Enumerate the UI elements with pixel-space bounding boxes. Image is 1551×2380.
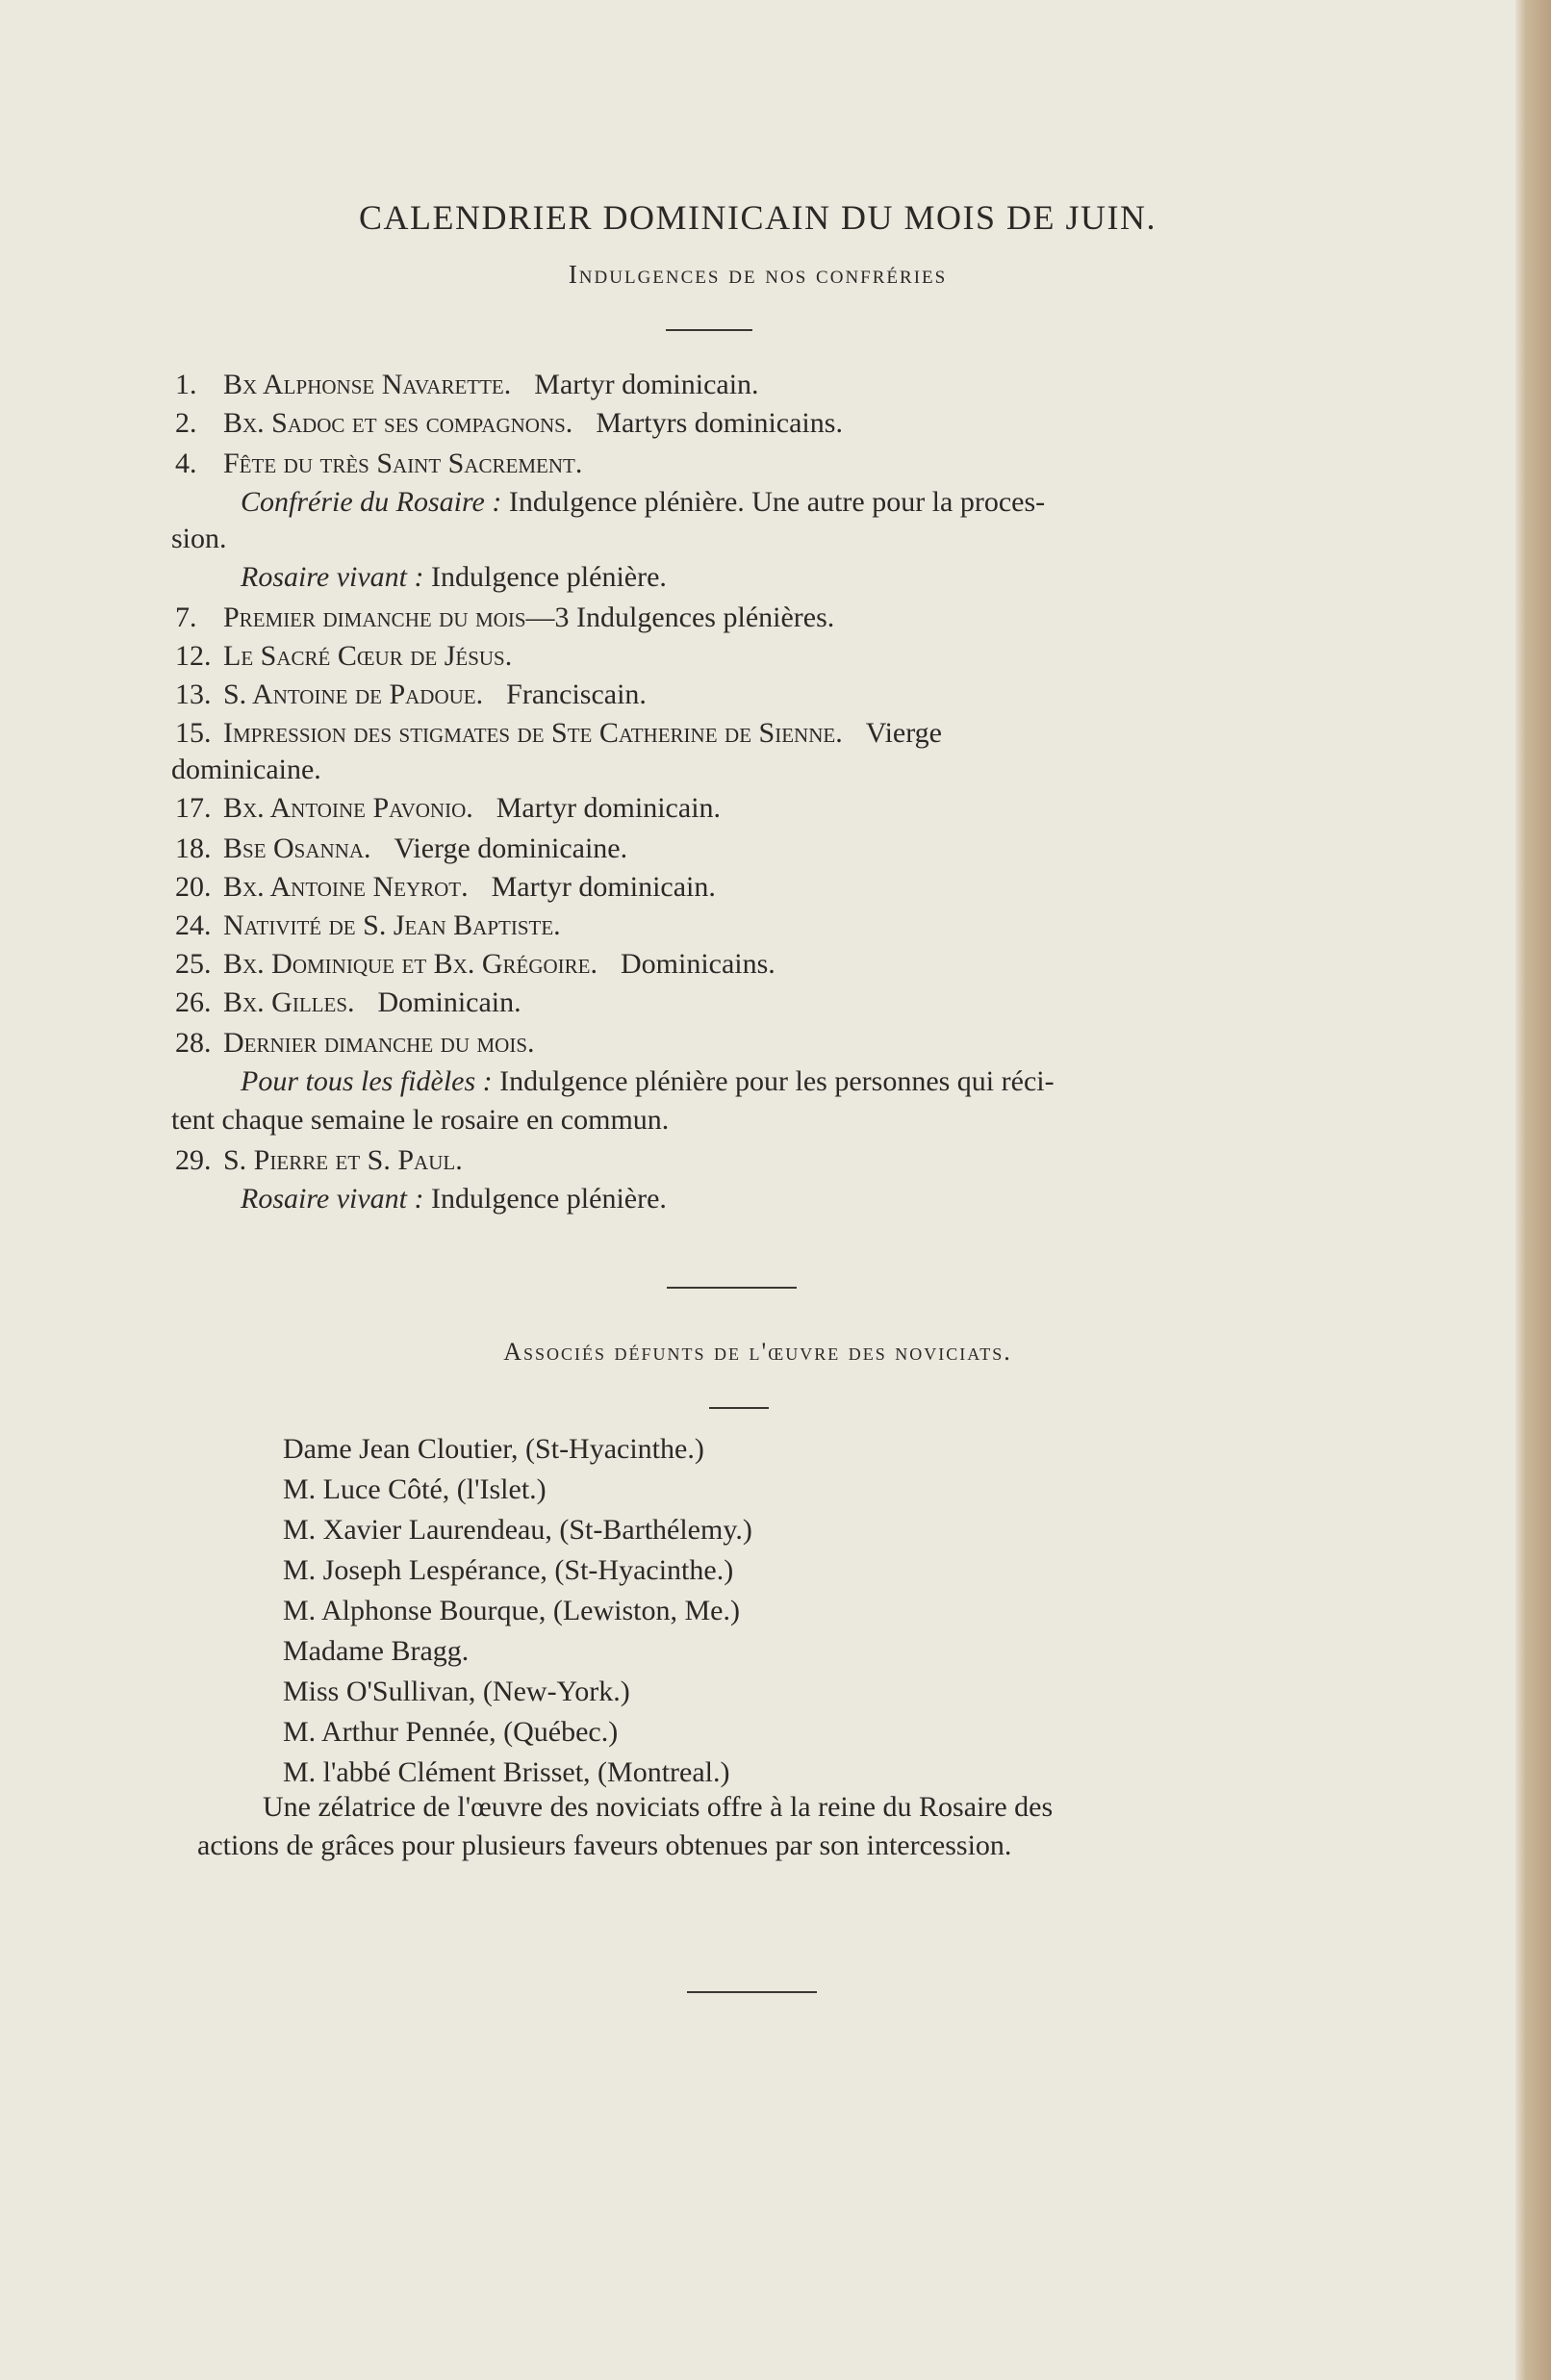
entry-description: Vierge dominicaine.: [394, 832, 628, 864]
section-title: Associés défunts de l'œuvre des noviciats.: [503, 1338, 1012, 1366]
deceased-list: [283, 1429, 752, 1793]
entry-day: 2.: [175, 407, 197, 439]
calendar-entry: [175, 599, 834, 637]
entry-detail: [175, 558, 667, 597]
divider: [666, 329, 752, 331]
detail-text: Indulgence plénière pour les personnes qui réci-: [499, 1065, 1055, 1097]
entry-day: 28.: [175, 1027, 212, 1059]
detail-label: Rosaire vivant :: [241, 561, 424, 593]
entry-name: Le Sacré Cœur de Jésus.: [223, 640, 513, 672]
page-subtitle: Indulgences de nos confréries: [568, 260, 948, 289]
entry-day: 15.: [175, 717, 212, 749]
detail-label: Confrérie du Rosaire :: [241, 486, 502, 518]
entry-description: Martyr dominicain.: [534, 369, 759, 400]
entry-description: Indulgences plénières.: [576, 601, 835, 633]
calendar-entry: [175, 714, 942, 753]
calendar-entry: [175, 830, 627, 868]
entry-day: 12.: [175, 640, 212, 672]
calendar-entry: [175, 1141, 486, 1180]
list-item: M. l'abbé Clément Brisset, (Montreal.): [283, 1756, 730, 1788]
entry-day: 4.: [175, 448, 197, 479]
list-item: M. Arthur Pennée, (Québec.): [283, 1716, 619, 1748]
detail-text: Indulgence plénière.: [431, 561, 667, 593]
entry-day: 25.: [175, 948, 212, 980]
entry-name: Fête du très Saint Sacrement.: [223, 448, 583, 479]
entry-day: 7.: [175, 601, 197, 633]
divider: [687, 1991, 817, 1993]
detail-label: Rosaire vivant :: [241, 1183, 424, 1215]
list-item: M. Luce Côté, (l'Islet.): [283, 1473, 547, 1505]
list-item: Dame Jean Cloutier, (St-Hyacinthe.): [283, 1433, 704, 1465]
calendar-entry: [175, 868, 716, 907]
entry-name: Bse Osanna.: [223, 832, 371, 864]
entry-name: Bx. Antoine Neyrot.: [223, 871, 469, 903]
entry-day: 26.: [175, 986, 212, 1018]
entry-day: 18.: [175, 832, 212, 864]
entry-description: Dominicains.: [620, 948, 776, 980]
entry-description: Martyr dominicain.: [496, 792, 722, 824]
entry-name: Impression des stigmates de Ste Catherine de Sienne.: [223, 717, 843, 749]
entry-continuation: [171, 751, 321, 789]
note-line: actions de grâces pour plusieurs faveurs obtenues par son intercession.: [197, 1830, 1012, 1861]
calendar-entry: [175, 789, 721, 828]
entry-description: Vierge: [865, 717, 942, 749]
divider: [667, 1287, 797, 1289]
entry-day: 1.: [175, 369, 197, 400]
calendar-entry: [175, 676, 647, 714]
entry-day: 13.: [175, 678, 212, 710]
continuation-text: sion.: [171, 523, 227, 554]
calendar-entry: [175, 445, 605, 483]
calendar-entry: [175, 945, 776, 984]
calendar-entry: [175, 366, 759, 404]
entry-detail: [175, 1062, 1055, 1101]
entry-name: S. Antoine de Padoue.: [223, 678, 484, 710]
entry-name: Nativité de S. Jean Baptiste.: [223, 909, 561, 941]
note-line: Une zélatrice de l'œuvre des noviciats offre à la reine du Rosaire des: [263, 1791, 1054, 1823]
entry-description: Martyr dominicain.: [491, 871, 716, 903]
entry-day: 24.: [175, 909, 212, 941]
list-item: Miss O'Sullivan, (New-York.): [283, 1676, 630, 1707]
list-item: M. Xavier Laurendeau, (St-Barthélemy.): [283, 1514, 752, 1546]
detail-text: Indulgence plénière. Une autre pour la proces-: [508, 486, 1046, 518]
entry-day: 17.: [175, 792, 212, 824]
list-item: M. Alphonse Bourque, (Lewiston, Me.): [283, 1595, 740, 1626]
calendar-entry: [175, 637, 535, 676]
divider: [709, 1407, 769, 1409]
entry-detail: [175, 483, 1045, 522]
calendar-entry: [175, 907, 584, 945]
entry-name: Bx. Gilles.: [223, 986, 355, 1018]
entry-name: Premier dimanche du mois—3: [223, 601, 570, 633]
list-item: M. Joseph Lespérance, (St-Hyacinthe.): [283, 1554, 734, 1586]
calendar-entry: [175, 984, 521, 1022]
detail-label: Pour tous les fidèles :: [241, 1065, 493, 1097]
entry-day: 29.: [175, 1144, 212, 1176]
entry-day: 20.: [175, 871, 212, 903]
continuation-text: dominicaine.: [171, 754, 321, 785]
entry-continuation: [171, 1101, 669, 1139]
entry-description: Dominicain.: [377, 986, 521, 1018]
entry-name: S. Pierre et S. Paul.: [223, 1144, 463, 1176]
continuation-text: tent chaque semaine le rosaire en commun.: [171, 1104, 670, 1136]
entry-description: Martyrs dominicains.: [596, 407, 843, 439]
entry-name: Bx. Sadoc et ses compagnons.: [223, 407, 573, 439]
entry-name: Bx. Dominique et Bx. Grégoire.: [223, 948, 598, 980]
entry-name: Bx Alphonse Navarette.: [223, 369, 512, 400]
entry-continuation: [171, 520, 227, 558]
entry-name: Dernier dimanche du mois.: [223, 1027, 535, 1059]
list-item: Madame Bragg.: [283, 1635, 470, 1667]
calendar-entry: [175, 1024, 558, 1062]
closing-note: [197, 1788, 1304, 1865]
detail-text: Indulgence plénière.: [431, 1183, 667, 1215]
page-edge: [1515, 0, 1551, 2380]
entry-detail: [175, 1180, 667, 1218]
page-title: CALENDRIER DOMINICAIN DU MOIS DE JUIN.: [359, 198, 1157, 237]
calendar-entry: [175, 404, 843, 443]
entry-description: Franciscain.: [506, 678, 647, 710]
entry-name: Bx. Antoine Pavonio.: [223, 792, 473, 824]
